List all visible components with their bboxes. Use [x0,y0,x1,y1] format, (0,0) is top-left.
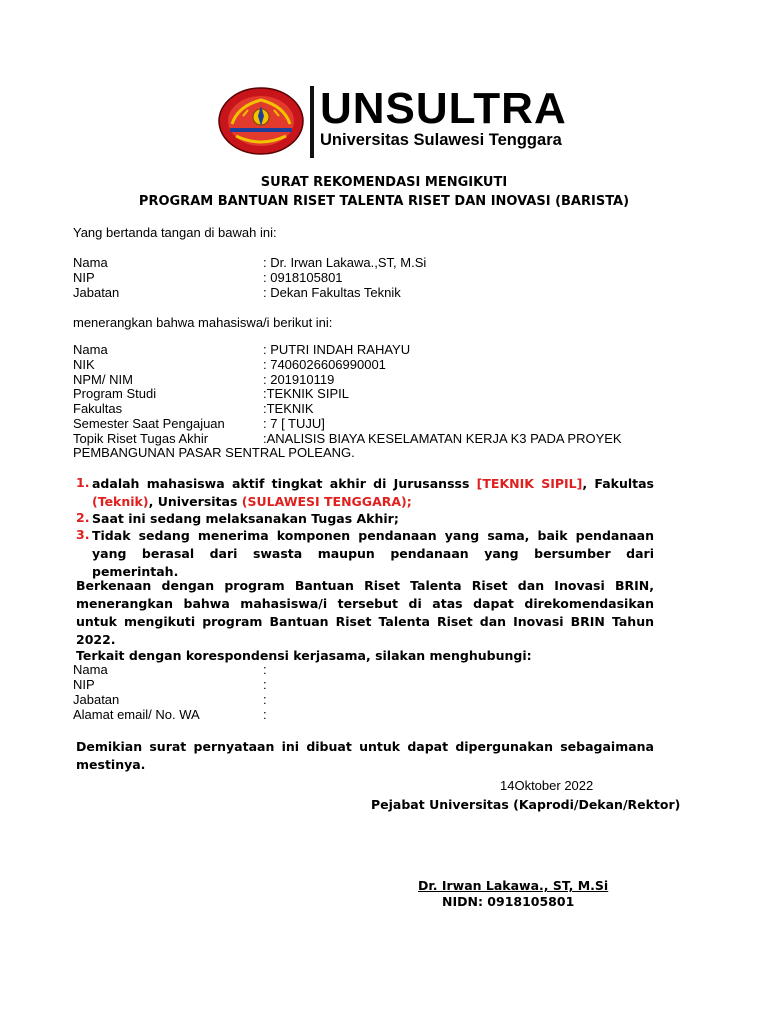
list-item-2: Saat ini sedang melaksanakan Tugas Akhir; [92,511,399,526]
student-topic-label: Topik Riset Tugas Akhir [73,431,209,446]
student-faculty-value: :TEKNIK [263,401,314,416]
signer-name-value: : Dr. Irwan Lakawa.,ST, M.Si [263,255,427,270]
contact-email-label: Alamat email/ No. WA [73,707,200,722]
statement-text: menerangkan bahwa mahasiswa/i berikut ini: [73,315,333,330]
list-item-1-text-b: , Fakultas [582,476,654,491]
list-item-1-faculty: (Teknik) [92,494,149,509]
contact-nip-label: NIP [73,677,95,692]
signer-nip-value: : 0918105801 [263,270,343,285]
student-npm-value: : 201910119 [263,372,335,387]
student-name-value: : PUTRI INDAH RAHAYU [263,342,411,357]
university-seal-logo [218,86,304,156]
contact-intro: Terkait dengan korespondensi kerjasama, silakan menghubungi: [76,648,532,663]
contact-position-label: Jabatan [73,692,120,707]
contact-name-label: Nama [73,662,108,677]
student-nik-label: NIK [73,357,95,372]
signature-date: 14Oktober 2022 [500,778,594,793]
student-npm-label: NPM/ NIM [73,372,133,387]
intro-text: Yang bertanda tangan di bawah ini: [73,225,277,240]
letter-title-line2: PROGRAM BANTUAN RISET TALENTA RISET DAN INOVASI (BARISTA) [138,194,630,209]
brand-subtitle: Universitas Sulawesi Tenggara [320,131,562,149]
signer-position-value: : Dekan Fakultas Teknik [263,285,401,300]
brand-name: UNSULTRA [320,84,567,133]
student-semester-label: Semester Saat Pengajuan [73,416,225,431]
student-semester-value: : 7 [ TUJU] [263,416,325,431]
student-program-value: :TEKNIK SIPIL [263,386,349,401]
list-item-1-dept: [TEKNIK SIPIL] [476,476,583,491]
student-faculty-label: Fakultas [73,401,123,416]
list-number-1: 1. [76,475,90,490]
list-item-1-text-c: , Universitas [148,494,242,509]
contact-name-value: : [263,662,267,677]
student-nik-value: : 7406026606990001 [263,357,386,372]
letter-title-line1: SURAT REKOMENDASI MENGIKUTI [260,175,508,190]
list-item-1-text-a: adalah mahasiswa aktif tingkat akhir di Jurusansss [92,476,477,491]
signer-position-label: Jabatan [73,285,120,300]
signatory-nidn: NIDN: 0918105801 [442,894,575,909]
list-number-3: 3. [76,527,90,542]
contact-nip-value: : [263,677,267,692]
signatory-name: Dr. Irwan Lakawa., ST, M.Si [418,878,609,893]
student-program-label: Program Studi [73,386,157,401]
student-topic-value: :ANALISIS BIAYA KESELAMATAN KERJA K3 PADA PROYEK [263,431,622,446]
closing-statement: Demikian surat pernyataan ini dibuat untuk dapat dipergunakan sebagaimana mestinya. [76,739,654,772]
header-divider-bar [310,86,314,158]
list-number-2: 2. [76,510,90,525]
signature-role: Pejabat Universitas (Kaprodi/Dekan/Rektor) [371,797,681,812]
list-item-3: Tidak sedang menerima komponen pendanaan yang sama, baik pendanaan yang berasal dari swasta maupun pendanaan yang bersumber dari pemerintah. [92,528,654,579]
contact-email-value: : [263,707,267,722]
list-item-1-university: (SULAWESI TENGGARA); [241,494,412,509]
signer-nip-label: NIP [73,270,95,285]
student-topic-continuation: PEMBANGUNAN PASAR SENTRAL POLEANG. [73,445,355,460]
list-item-1 [92,475,654,511]
student-name-label: Nama [73,342,108,357]
recommendation-paragraph: Berkenaan dengan program Bantuan Riset Talenta Riset dan Inovasi BRIN, menerangkan bahwa mahasiswa/i tersebut di atas dapat direkomendasikan untuk mengikuti program Bantuan Riset Talenta Riset dan Inovasi BRIN Tahun 2022. [76,578,654,647]
signer-name-label: Nama [73,255,108,270]
contact-position-value: : [263,692,267,707]
